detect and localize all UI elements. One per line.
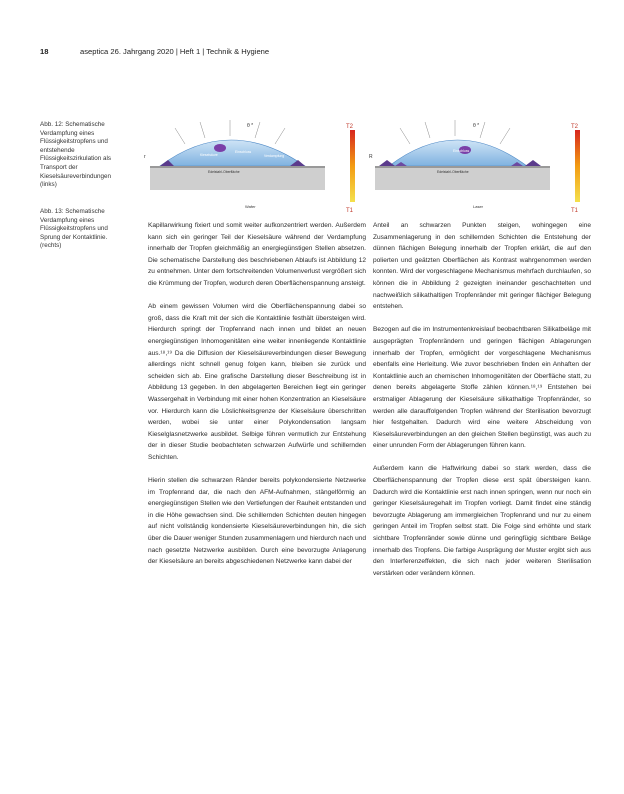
figure-bottom-label: Wafer bbox=[245, 204, 256, 209]
paragraph: Ab einem gewissen Volumen wird die Oberflächenspannung dabei so groß, dass die Kraft mit der sich die Kontaktlinie festhält übersteigen wird. Hierdurch springt der Tropfenrand nach innen und bildet an neuen energiegünstigen Inhomogenitäten eine weiter innenliegende Kontaktlinie aus.¹⁸,¹⁹ Da die Diffusion der Kieselsäureverbindungen dieser Bewegung allerdings nicht schnell genug folgen kann, bleiben sie zurück und scheiden sich ab. Eine grafische Darstellung dieser Beschreibung ist in Abbildung 13 gegeben. In den abgelagerten Bereichen liegt ein geringer Wassergehalt in Verbindung mit einer hohen Konzentration an Kieselsäure vor. Hierdurch kann die Löslichkeitsgrenze der Kieselsäure überschritten werden, wobei sie unter einer Polykondensation langsam Kieselglasnetzwerke ausbildet. Selbige führen vermutlich zur Entstehung der in dieser Studie beobachteten schwarzen Aufwürfe und schillernden Schichten. bbox=[148, 303, 366, 461]
scale-bottom: T1 bbox=[346, 208, 354, 214]
inner-label-inclusion: Einschluss bbox=[235, 150, 252, 154]
inner-label-evaporation: Verdampfung bbox=[264, 154, 285, 158]
figure-13-caption: Abb. 13: Schematische Verdampfung eines Flüssigkeitstropfens und Sprung der Kontaktlinie. (rechts) bbox=[40, 208, 108, 250]
scale-top: T2 bbox=[571, 124, 579, 130]
paragraph: Außerdem kann die Haftwirkung dabei so stark werden, dass die Oberflächenspannung der Tropfen diese erst spät übersteigen kann. Dadurch wird die Kontaktlinie erst nach innen springen, wenn nur noch ein geringer Kieselsäuregehalt im Tropfen vorliegt. Damit findet eine ständig bevorzugte Ablagerung am immergleichen Tropfenrand und nur zu einem geringen Anteil im Tropfen selbst statt. Die Folge sind erhöhte und stark sichtbare Tropfenränder sowie dünne und geringfügig sichtbare Beläge innerhalb des Tropfens. Die farbige Ausprägung der Muster ergibt sich aus den Interferenzeffekten, die sich nach jeder weiteren Sterilisation verstärken oder verändern können. bbox=[373, 465, 591, 577]
body-column-right bbox=[373, 220, 591, 591]
figure-12 bbox=[140, 116, 365, 216]
figure-12-caption: Abb. 12: Schematische Verdampfung eines Flüssigkeitstropfens und entstehende Flüssigkeitszirkulation als Transport der Kieselsäureverbindungen (links) bbox=[40, 121, 112, 189]
label-theta: θ * bbox=[247, 123, 254, 129]
inner-label-silica: Kieselsäure bbox=[200, 153, 218, 157]
inner-label-inclusion: Einschluss bbox=[453, 149, 470, 153]
silica-cluster bbox=[214, 144, 226, 152]
paragraph: Anteil an schwarzen Punkten steigen, wohingegen eine Zusammenlagerung in den schillernden Schichten die Entstehung der dünnen flächigen Belegung innerhalb der Tropfen erklärt, die auf den polierten und geätzten Oberflächen als Kontrast wahrgenommen werden konnten. Wird der vorgeschlagene Mechanismus mehrfach durchlaufen, so können die in Abbildung 2 gezeigten ineinander geschachtelten und nachweißlich silikathaltigen Tropfenränder mit geringer flächiger Belegung entstehen. bbox=[373, 222, 591, 311]
droplet-shape bbox=[160, 140, 305, 166]
label-theta: θ * bbox=[473, 123, 480, 129]
figure-13 bbox=[365, 116, 590, 216]
paragraph: Kapillarwirkung fixiert und somit weiter aufkonzentriert werden. Außerdem kann sich ein geringer Teil der Kieselsäure während der Verdampfung innerhalb der Tropfen gleichmäßig an energiegünstigen Stellen absetzen. Die schematische Darstellung des beschriebenen Ablaufs ist Abbildung 12 zu entnehmen. Unter dem fortschreitenden Volumenverlust vergrößert sich die Krümmung der Tropfen, wodurch deren Oberflächenspannung ansteigt. bbox=[148, 222, 366, 287]
substrate-label: Edelstahl-Oberfläche bbox=[208, 170, 240, 174]
paragraph: Bezogen auf die im Instrumentenkreislauf beobachtbaren Silikatbeläge mit ausgeprägten Tropfenrändern und geringen flächigen Ablagerungen innerhalb der Tropfen, ermöglicht der vorgeschlagene Mechanismus ebenfalls eine Herleitung. Wie zuvor beschrieben finden ein Anhaften der Kontaktlinie auch an chemischen Inhomogenitäten der Oberfläche statt, zu denen bereits abgelagerte Stoffe zählen können.¹⁸,¹⁹ Entstehen bei erstmaliger Ablagerung der Kieselsäure silikathaltige Tropfenränder, so werden alle darauffolgenden Tropfen während der Sterilisation bevorzugt hier festgehalten. Dadurch wird eine weitere Abscheidung von Kieselsäureverbindungen an den gleichen Stellen begünstigt, was auch zu einer unrunden Form der Ablagerungen führen kann. bbox=[373, 326, 591, 450]
body-column-left bbox=[148, 220, 366, 579]
page-header bbox=[40, 47, 600, 59]
label-r: r bbox=[144, 154, 146, 160]
figure-bottom-label: Laser bbox=[473, 204, 484, 209]
substrate-label: Edelstahl-Oberfläche bbox=[437, 170, 469, 174]
scale-bottom: T1 bbox=[571, 208, 579, 214]
label-r: R bbox=[369, 154, 373, 160]
paragraph: Hierin stellen die schwarzen Ränder bereits polykondensierte Netzwerke im Tropfenrand dar, die nach den AFM-Aufnahmen, stängelförmig an energiegünstigen Stellen wie den Vertiefungen der Rauheit entstanden und in die Höhe gewachsen sind. Die schillernden Schichten deuten hingegen auf nicht vollständig kondensierte Kieselsäureverbindungen hin, die sich über die Dauer weniger Stunden zusammenlagern und hierdurch nach und nach gesetzte Netzwerke ausbilden. Durch eine bevorzugte Anlagerung der Kieselsäure an bereits abgeschiedenen Netzwerke kann dabei der bbox=[148, 477, 366, 566]
temperature-scale bbox=[350, 130, 355, 202]
temperature-scale bbox=[575, 130, 580, 202]
running-title: aseptica 26. Jahrgang 2020 | Heft 1 | Technik & Hygiene bbox=[80, 47, 270, 56]
page-number: 18 bbox=[40, 47, 49, 56]
scale-top: T2 bbox=[346, 124, 354, 130]
edge-deposit-outer-right bbox=[525, 160, 541, 166]
